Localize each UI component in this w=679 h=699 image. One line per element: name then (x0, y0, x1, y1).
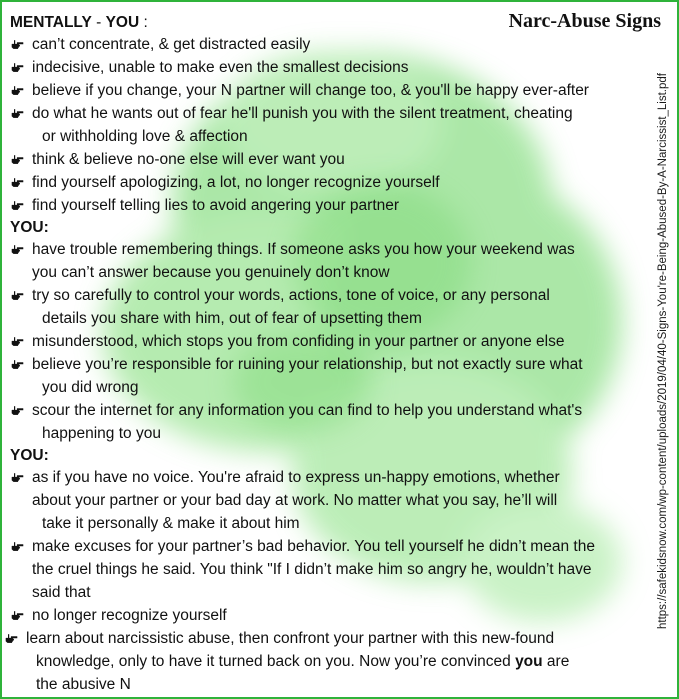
list-item: believe you’re responsible for ruining your relationship, but not exactly sure what you did wrong (10, 353, 646, 399)
list-item: try so carefully to control your words, actions, tone of voice, or any personal details you share with him, out of fear of upsetting them (10, 284, 646, 330)
list-item: have trouble remembering things. If someone asks you how your weekend was you can’t answer because you genuinely don’t know (10, 238, 646, 284)
pointing-hand-icon (11, 108, 24, 119)
list-item: indecisive, unable to make even the smallest decisions (10, 56, 646, 79)
pointing-hand-icon (11, 154, 24, 165)
list-item: do what he wants out of fear he'll punish you with the silent treatment, cheating or withholding love & affection (10, 102, 646, 148)
signs-list (10, 33, 646, 217)
list-item: think & believe no-one else will ever want you (10, 148, 646, 171)
content-area (10, 12, 646, 696)
pointing-hand-icon (5, 633, 18, 644)
list-item: can’t concentrate, & get distracted easily (10, 33, 646, 56)
pointing-hand-icon (11, 177, 24, 188)
pointing-hand-icon (11, 472, 24, 483)
pointing-hand-icon (11, 290, 24, 301)
pointing-hand-icon (11, 610, 24, 621)
signs-list (10, 238, 646, 445)
source-url[interactable]: https://safekidsnow.com/wp-content/uploads/2019/04/40-Signs-You're-Being-Abused-By-A-Narcissist_List.pdf (657, 73, 669, 629)
pointing-hand-icon (11, 39, 24, 50)
pointing-hand-icon (11, 405, 24, 416)
list-item: misunderstood, which stops you from confiding in your partner or anyone else (10, 330, 646, 353)
pointing-hand-icon (11, 541, 24, 552)
list-item: scour the internet for any information you can find to help you understand what's happening to you (10, 399, 646, 445)
section-mentally (10, 12, 646, 217)
section-you-1 (10, 217, 646, 445)
list-item: find yourself telling lies to avoid angering your partner (10, 194, 646, 217)
section-heading: YOU: (10, 447, 49, 464)
pointing-hand-icon (11, 336, 24, 347)
pointing-hand-icon (11, 85, 24, 96)
list-item: learn about narcissistic abuse, then confront your partner with this new-found knowledge, only to have it turned back on you. Now you’re convinced you are the abusive N (10, 627, 646, 696)
list-item: believe if you change, your N partner will change too, & you'll be happy ever-after (10, 79, 646, 102)
list-item: no longer recognize yourself (10, 604, 646, 627)
section-you-2 (10, 445, 646, 696)
page-title: Narc-Abuse Signs (508, 10, 661, 32)
pointing-hand-icon (11, 244, 24, 255)
list-item: make excuses for your partner’s bad behavior. You tell yourself he didn’t mean the the cruel things he said. You think "If I didn’t make him so angry he, wouldn’t have said that (10, 535, 646, 604)
list-item: find yourself apologizing, a lot, no longer recognize yourself (10, 171, 646, 194)
list-item: as if you have no voice. You're afraid to express un-happy emotions, whether about your partner or your bad day at work. No matter what you say, he’ll will take it personally & make it about him (10, 466, 646, 535)
section-heading: MENTALLY - YOU : (10, 14, 148, 31)
pointing-hand-icon (11, 359, 24, 370)
signs-list (10, 466, 646, 696)
pointing-hand-icon (11, 200, 24, 211)
section-heading: YOU: (10, 219, 49, 236)
emphasis-line: knowledge, only to have it turned back on you. Now you’re convinced you are (36, 653, 570, 670)
pointing-hand-icon (11, 62, 24, 73)
